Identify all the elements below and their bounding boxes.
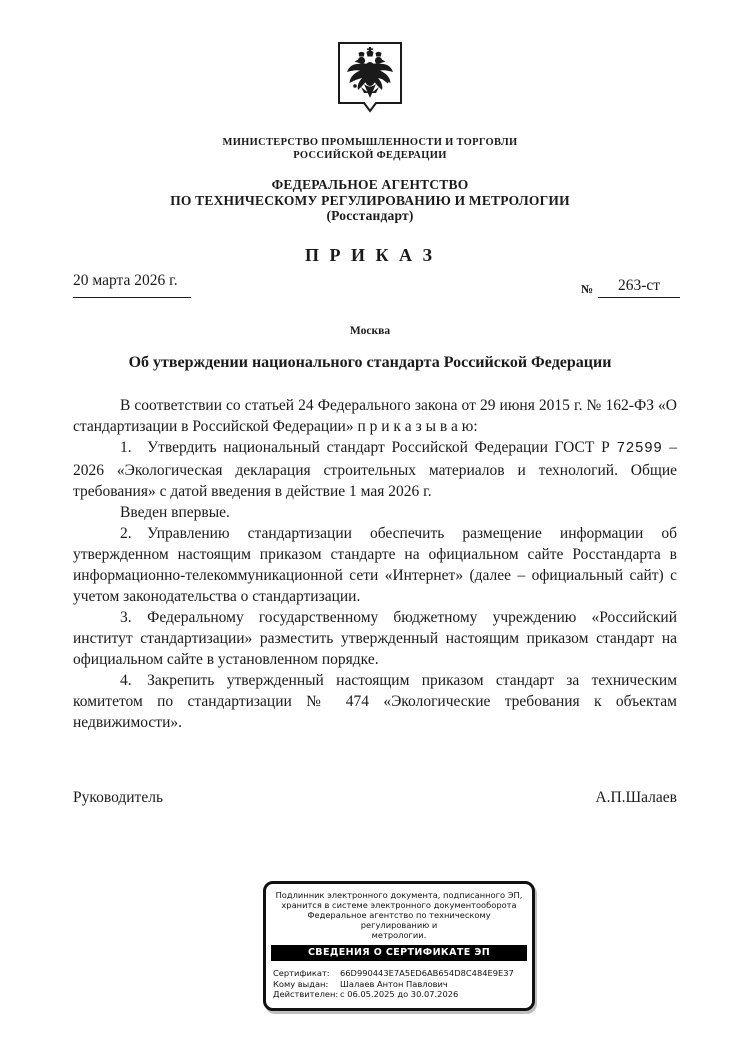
ministry-name-line2: РОССИЙСКОЙ ФЕДЕРАЦИИ xyxy=(293,150,447,161)
validity-value: с 06.05.2025 до 30.07.2026 xyxy=(340,989,459,999)
ministry-name-line1: МИНИСТЕРСТВО ПРОМЫШЛЕННОСТИ И ТОРГОВЛИ xyxy=(222,137,518,148)
stamp-header-line1: Подлинник электронного документа, подписанного ЭП, xyxy=(275,890,523,900)
stamp-header-line4: метрологии. xyxy=(371,930,427,940)
coat-of-arms-icon xyxy=(336,40,404,118)
certificate-row xyxy=(273,968,525,979)
order-body xyxy=(73,395,677,733)
gost-number-typed: 72599 xyxy=(616,440,663,457)
agency-name xyxy=(0,177,740,224)
issued-to-row xyxy=(273,979,525,990)
signature-row xyxy=(73,789,677,807)
certificate-value: 66D990443E7A5ED6AB654D8C484E9E37 xyxy=(340,968,514,978)
emblem-container xyxy=(0,0,740,123)
agency-name-line2: ПО ТЕХНИЧЕСКОМУ РЕГУЛИРОВАНИЮ И МЕТРОЛОГИИ xyxy=(170,192,570,208)
validity-row xyxy=(273,989,525,1000)
stamp-header-line2: хранится в системе электронного документооборота xyxy=(281,900,517,910)
introduced-note: Введен впервые. xyxy=(120,503,230,521)
city-label: Москва xyxy=(349,324,391,337)
issued-to-value: Шалаев Антон Павлович xyxy=(340,978,448,989)
stamp-certificate-bar: СВЕДЕНИЯ О СЕРТИФИКАТЕ ЭП xyxy=(271,945,527,961)
signature-position: Руководитель xyxy=(73,788,164,806)
item-2-paragraph: 2. Управлению стандартизации обеспечить размещение информации об утвержденном настоящим приказом стандарте на официальном сайте Росстандарта в информационно-телекоммуникационной сети «Интернет» (далее – официальный сайт) с учетом законодательства о стандартизации. xyxy=(73,524,677,605)
certificate-label: Сертификат: xyxy=(273,968,330,978)
validity-label: Действителен: xyxy=(273,989,339,999)
number-sign: № xyxy=(580,281,593,296)
ministry-name xyxy=(0,136,740,162)
item-1-text-pre: 1. Утвердить национальный стандарт Российской Федерации ГОСТ Р xyxy=(120,438,617,456)
esign-stamp xyxy=(263,881,535,1011)
intro-paragraph: В соответствии со статьей 24 Федерального закона от 29 июня 2015 г. № 162-ФЗ «О стандартизации в Российской Федерации» п р и к а з ы в а ю: xyxy=(73,396,677,435)
item-4-paragraph: 4. Закрепить утвержденный настоящим приказом стандарт за техническим комитетом по стандартизации № 474 «Экологические требования к объектам недвижимости». xyxy=(73,671,677,731)
item-3-paragraph: 3. Федеральному государственному бюджетному учреждению «Российский институт стандартизации» разместить утвержденный настоящим приказом стандарт на официальном сайте в установленном порядке. xyxy=(73,608,677,668)
agency-name-line1: ФЕДЕРАЛЬНОЕ АГЕНТСТВО xyxy=(271,177,469,192)
item-1-text-post: –2026 «Экологическая декларация строительных материалов и технологий. Общие требования» с датой введения в действие 1 мая 2026 г. xyxy=(73,438,677,500)
date-number-row xyxy=(73,272,680,298)
stamp-header-line3: Федеральное агентство по техническому регулированию и xyxy=(307,910,491,930)
issued-to-label: Кому выдан: xyxy=(273,978,329,989)
doc-type-heading: П Р И К А З xyxy=(304,244,436,265)
order-number-block xyxy=(581,277,680,298)
agency-name-line3: (Росстандарт) xyxy=(326,208,414,223)
stamp-header-text xyxy=(273,890,525,940)
item-1-paragraph xyxy=(73,437,677,502)
order-date: 20 марта 2026 г. xyxy=(73,272,191,298)
signature-name: А.П.Шалаев xyxy=(595,788,677,806)
order-number: 263-ст xyxy=(598,277,680,298)
order-title: Об утверждении национального стандарта Российской Федерации xyxy=(128,353,612,371)
